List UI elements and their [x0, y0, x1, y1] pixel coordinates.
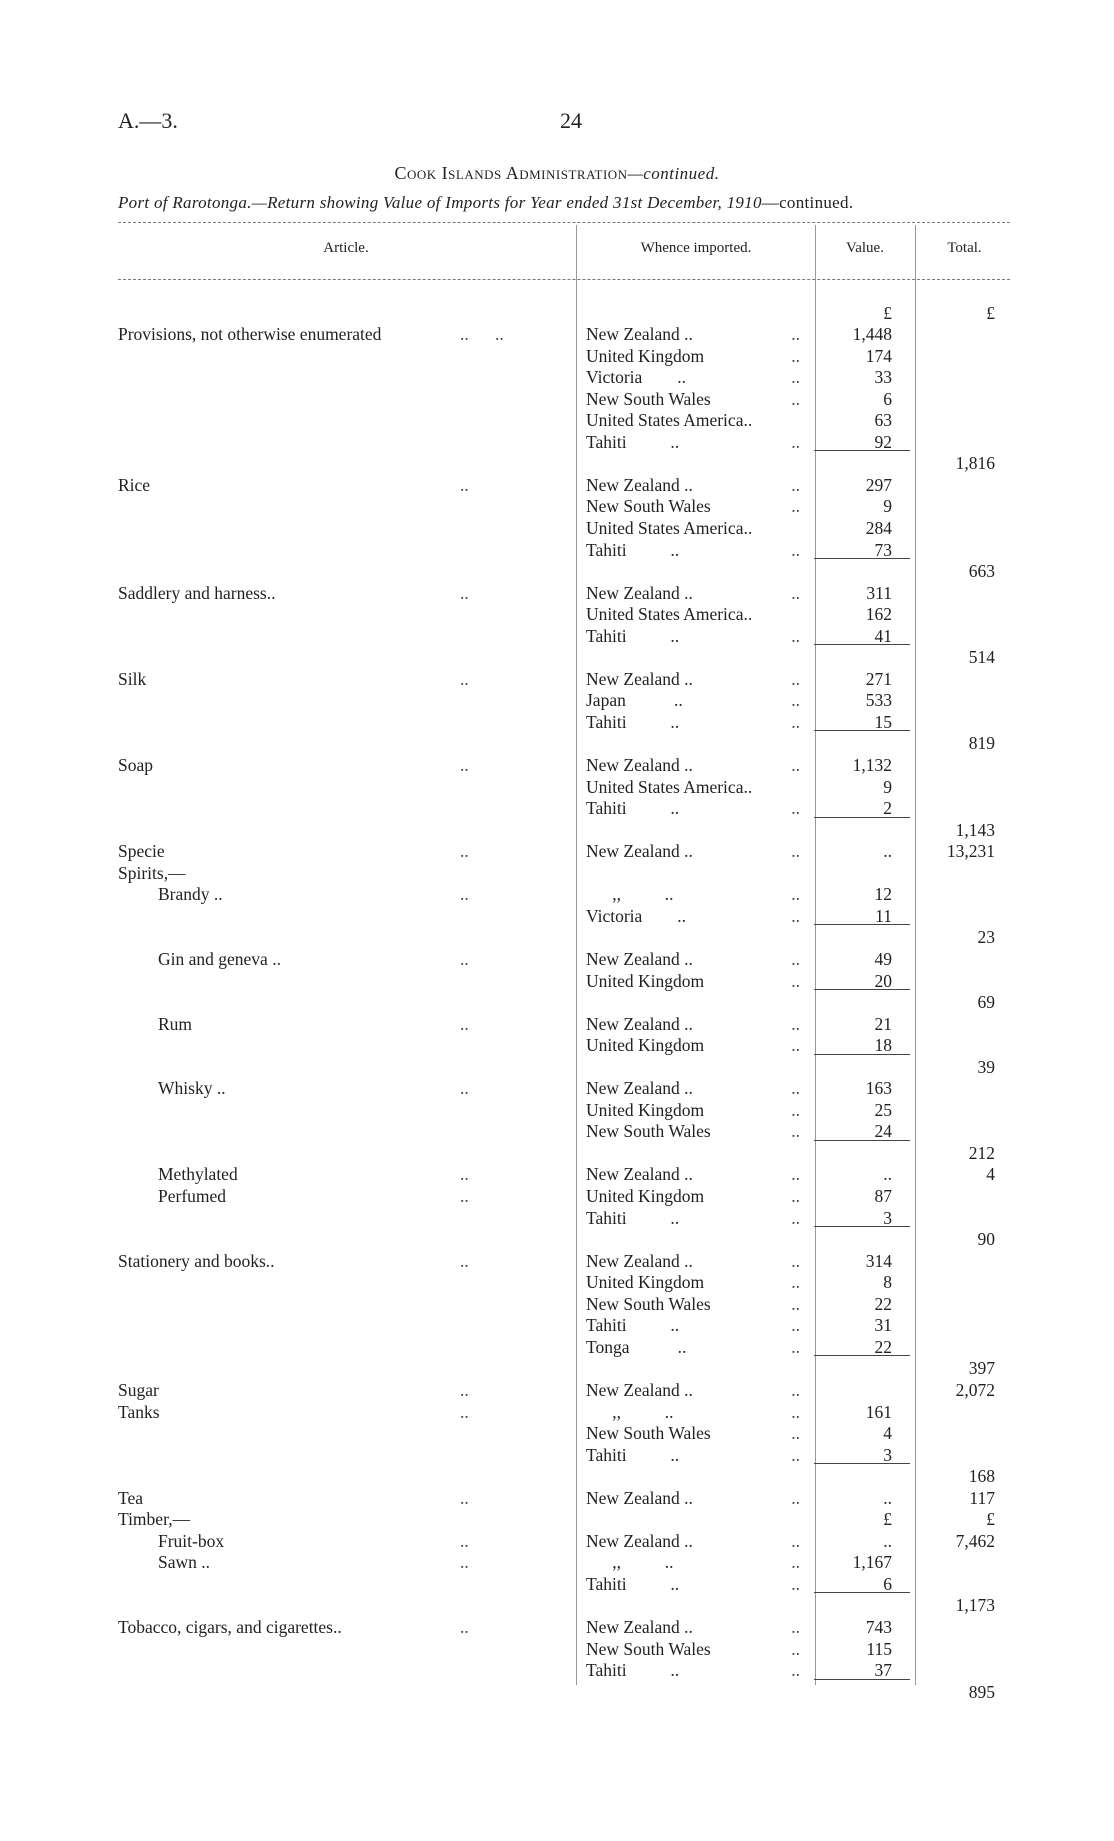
total-cell: 397	[968, 1358, 995, 1379]
table-row	[0, 690, 1114, 712]
source-cell: New South Wales	[586, 1638, 711, 1659]
value-cell: 3	[883, 1207, 892, 1228]
column-header-whence: Whence imported.	[640, 240, 752, 256]
table-row	[0, 518, 1114, 540]
value-cell: 41	[874, 625, 892, 646]
heading-suffix: —continued.	[627, 164, 720, 183]
leader-dots: ..	[791, 367, 800, 388]
value-cell: £	[883, 1509, 892, 1530]
leader-dots: ..	[791, 431, 800, 452]
value-cell: 33	[874, 367, 892, 388]
leader-dots: ..	[791, 1121, 800, 1142]
source-cell: ,, ..	[586, 1401, 674, 1422]
leader-dots: ..	[791, 905, 800, 926]
total-cell: £	[986, 1509, 995, 1530]
column-header-article: Article.	[323, 240, 369, 256]
article-cell: Tanks	[118, 1401, 160, 1422]
value-cell: 161	[865, 1401, 892, 1422]
table-row	[0, 389, 1114, 411]
table-row	[0, 733, 1114, 755]
article-cell: Provisions, not otherwise enumerated	[118, 324, 382, 344]
leader-dots: ..	[460, 582, 469, 603]
value-cell: 297	[865, 474, 892, 495]
source-cell: Japan ..	[586, 690, 683, 711]
source-cell: New Zealand ..	[586, 324, 693, 344]
source-cell: Tahiti ..	[586, 539, 680, 560]
article-cell: Soap	[118, 755, 153, 775]
leader-dots: ..	[791, 1660, 800, 1681]
leader-dots: ..	[791, 711, 800, 732]
total-cell: 117	[969, 1487, 995, 1508]
source-cell: Tahiti ..	[586, 1315, 680, 1336]
subtotal-rule	[814, 644, 910, 645]
value-cell: ..	[883, 1164, 892, 1185]
leader-dots: ..	[791, 1336, 800, 1357]
leader-dots: ..	[460, 1552, 469, 1573]
source-cell: United States America..	[586, 604, 753, 625]
total-cell: 23	[977, 927, 995, 948]
table-row	[0, 410, 1114, 432]
source-cell: United Kingdom	[586, 1035, 705, 1056]
document-subtitle	[118, 193, 853, 213]
total-cell: 514	[968, 647, 995, 668]
leader-dots: ..	[460, 1379, 469, 1400]
source-cell: Tahiti ..	[586, 1573, 680, 1594]
source-cell: Tahiti ..	[586, 1207, 680, 1228]
source-cell: United States America..	[586, 517, 753, 538]
leader-dots: ..	[460, 1530, 469, 1551]
leader-dots: ..	[460, 948, 469, 969]
total-cell: 69	[977, 992, 995, 1013]
source-cell: New South Wales	[586, 1293, 711, 1314]
subtotal-rule	[814, 1463, 910, 1464]
value-cell: 1,448	[852, 324, 892, 344]
leader-dots: ..	[791, 1164, 800, 1185]
subtotal-rule	[814, 817, 910, 818]
source-cell: New Zealand ..	[586, 1250, 693, 1271]
subtitle-text: Port of Rarotonga.—Return showing Value of Imports for Year ended 31st December, 1910	[118, 193, 762, 212]
table-row	[0, 1445, 1114, 1467]
table-row	[0, 863, 1114, 885]
source-cell: United Kingdom	[586, 345, 705, 366]
value-cell: ..	[883, 841, 892, 862]
table-row	[0, 927, 1114, 949]
table-row	[0, 906, 1114, 928]
table-row	[0, 949, 1114, 971]
page-reference: A.—3.	[118, 108, 178, 133]
table-row	[0, 453, 1114, 475]
table-row	[0, 1315, 1114, 1337]
total-cell: 212	[968, 1142, 995, 1163]
source-cell: New South Wales	[586, 1121, 711, 1142]
total-currency: £	[986, 303, 995, 323]
value-cell: 162	[865, 604, 892, 625]
value-cell: 73	[874, 539, 892, 560]
source-cell: New Zealand ..	[586, 755, 693, 775]
leader-dots: ..	[791, 474, 800, 495]
source-cell: New South Wales	[586, 1423, 711, 1444]
value-cell: 11	[875, 905, 892, 926]
table-row	[0, 1164, 1114, 1186]
source-cell: United Kingdom	[586, 970, 705, 991]
leader-dots: ..	[791, 539, 800, 560]
leader-dots: ..	[791, 1638, 800, 1659]
article-cell: Specie	[118, 841, 165, 862]
table-row	[0, 1208, 1114, 1230]
article-cell: Gin and geneva ..	[158, 948, 281, 969]
table-row	[0, 561, 1114, 583]
table-top-rule	[118, 222, 1010, 223]
source-cell: Tahiti ..	[586, 625, 680, 646]
table-row	[0, 1682, 1114, 1704]
value-cell: 15	[874, 711, 892, 732]
leader-dots: ..	[791, 1573, 800, 1594]
leader-dots: ..	[791, 884, 800, 905]
article-cell: Sugar	[118, 1379, 159, 1400]
total-cell: 1,143	[955, 819, 995, 840]
table-row	[0, 1294, 1114, 1316]
table-row	[0, 884, 1114, 906]
leader-dots: ..	[791, 1099, 800, 1120]
leader-dots: ..	[791, 496, 800, 517]
table-row	[0, 1078, 1114, 1100]
leader-dots: ..	[791, 1250, 800, 1271]
source-cell: United States America..	[586, 776, 753, 797]
table-row	[0, 1574, 1114, 1596]
value-cell: 25	[874, 1099, 892, 1120]
value-cell: 12	[874, 884, 892, 905]
source-cell: ,, ..	[586, 884, 674, 905]
table-row	[0, 1595, 1114, 1617]
leader-dots: ..	[791, 948, 800, 969]
value-cell: 4	[883, 1423, 892, 1444]
table-row	[0, 841, 1114, 863]
table-row	[0, 971, 1114, 993]
value-cell: 8	[883, 1272, 892, 1293]
leader-dots: ..	[460, 1078, 469, 1099]
table-row	[0, 1380, 1114, 1402]
table-row	[0, 1423, 1114, 1445]
leader-dots: ..	[791, 345, 800, 366]
total-cell: 7,462	[955, 1530, 995, 1551]
value-cell: 533	[865, 690, 892, 711]
table-row	[0, 1617, 1114, 1639]
source-cell: New Zealand ..	[586, 668, 693, 689]
subtitle-suffix: —continued.	[761, 193, 854, 212]
article-cell: Whisky ..	[158, 1078, 226, 1099]
source-cell: Tahiti ..	[586, 1660, 680, 1681]
leader-dots: ..	[791, 841, 800, 862]
source-cell: Tonga ..	[586, 1336, 687, 1357]
source-cell: New Zealand ..	[586, 1013, 693, 1034]
source-cell: United Kingdom	[586, 1186, 705, 1206]
value-cell: 22	[874, 1336, 892, 1357]
table-row	[0, 1660, 1114, 1682]
subtotal-rule	[814, 1226, 910, 1227]
table-row	[0, 1531, 1114, 1553]
total-cell: 895	[968, 1681, 995, 1702]
value-cell: 31	[874, 1315, 892, 1336]
value-cell: 1,167	[852, 1552, 892, 1573]
source-cell: New South Wales	[586, 388, 711, 409]
leader-dots: ..	[791, 1401, 800, 1422]
value-cell: 49	[874, 948, 892, 969]
column-header-value: Value.	[846, 240, 884, 256]
source-cell: New Zealand ..	[586, 948, 693, 969]
table-row	[0, 798, 1114, 820]
subtotal-rule	[814, 1592, 910, 1593]
leader-dots: ..	[460, 1164, 469, 1185]
leader-dots: ..	[460, 1250, 469, 1271]
value-cell: 3	[883, 1444, 892, 1465]
total-cell: 168	[968, 1466, 995, 1487]
source-cell: New Zealand ..	[586, 1530, 693, 1551]
table-row	[0, 1552, 1114, 1574]
value-cell: 63	[874, 410, 892, 431]
subtotal-rule	[814, 989, 910, 990]
table-row	[0, 367, 1114, 389]
value-cell: 2	[883, 798, 892, 819]
total-cell: 39	[977, 1056, 995, 1077]
value-cell: 9	[883, 496, 892, 517]
table-row	[0, 540, 1114, 562]
leader-dots: ..	[791, 755, 800, 775]
value-cell: 743	[865, 1617, 892, 1637]
leader-dots: ..	[791, 1272, 800, 1293]
total-cell: 1,173	[955, 1595, 995, 1616]
leader-dots: ..	[791, 1487, 800, 1508]
value-cell: 271	[865, 668, 892, 689]
source-cell: United Kingdom	[586, 1099, 705, 1120]
table-header-rule	[118, 279, 1010, 280]
leader-dots: ..	[460, 474, 469, 495]
table-row	[0, 712, 1114, 734]
leader-dots: ..	[460, 841, 469, 862]
table-row	[0, 1186, 1114, 1208]
article-cell: Rum	[158, 1013, 193, 1034]
article-cell: Timber,—	[118, 1509, 191, 1530]
table-row	[0, 324, 1114, 346]
leader-dots: ..	[791, 582, 800, 603]
table-row	[0, 626, 1114, 648]
table-row	[0, 475, 1114, 497]
table-row	[0, 755, 1114, 777]
leader-dots: ..	[791, 970, 800, 991]
value-cell: 6	[883, 1573, 892, 1594]
leader-dots: ..	[791, 1186, 800, 1206]
subtotal-rule	[814, 730, 910, 731]
leader-dots: .. ..	[460, 324, 504, 344]
article-cell: Tea	[118, 1487, 144, 1508]
article-cell: Stationery and books..	[118, 1250, 275, 1271]
article-cell: Fruit-box	[158, 1530, 225, 1551]
leader-dots: ..	[791, 388, 800, 409]
table-row	[0, 1121, 1114, 1143]
leader-dots: ..	[460, 1013, 469, 1034]
table-row	[0, 1035, 1114, 1057]
source-cell: ,, ..	[586, 1552, 674, 1573]
leader-dots: ..	[791, 1315, 800, 1336]
article-cell: Perfumed	[158, 1186, 227, 1206]
subtotal-rule	[814, 1355, 910, 1356]
subtotal-rule	[814, 450, 910, 451]
value-cell: 311	[866, 582, 892, 603]
source-cell: Victoria ..	[586, 367, 687, 388]
leader-dots: ..	[791, 324, 800, 344]
leader-dots: ..	[791, 798, 800, 819]
leader-dots: ..	[460, 1186, 469, 1206]
leader-dots: ..	[791, 625, 800, 646]
value-cell: 87	[874, 1186, 892, 1206]
table-row	[0, 777, 1114, 799]
table-row	[0, 1251, 1114, 1273]
table-row	[0, 1014, 1114, 1036]
leader-dots: ..	[460, 1617, 469, 1637]
leader-dots: ..	[791, 1035, 800, 1056]
source-cell: Tahiti ..	[586, 1444, 680, 1465]
total-cell: 4	[986, 1164, 995, 1185]
total-cell: 90	[977, 1229, 995, 1250]
leader-dots: ..	[791, 1530, 800, 1551]
subtotal-rule	[814, 1054, 910, 1055]
source-cell: Tahiti ..	[586, 711, 680, 732]
source-cell: United States America..	[586, 410, 753, 431]
table-row	[0, 346, 1114, 368]
table-row	[0, 496, 1114, 518]
table-row	[0, 1402, 1114, 1424]
leader-dots: ..	[791, 1078, 800, 1099]
table-row	[0, 992, 1114, 1014]
total-cell: 13,231	[946, 841, 995, 862]
leader-dots: ..	[791, 1013, 800, 1034]
article-cell: Rice	[118, 474, 151, 495]
value-currency: £	[883, 303, 892, 323]
article-cell: Silk	[118, 668, 147, 689]
value-cell: 314	[865, 1250, 892, 1271]
table-row	[0, 1466, 1114, 1488]
subtotal-rule	[814, 1679, 910, 1680]
value-cell: 174	[865, 345, 892, 366]
subtotal-rule	[814, 924, 910, 925]
value-cell: 163	[865, 1078, 892, 1099]
table-row	[0, 1337, 1114, 1359]
source-cell: Victoria ..	[586, 905, 687, 926]
subtotal-rule	[814, 1140, 910, 1141]
leader-dots: ..	[791, 690, 800, 711]
table-row	[0, 1229, 1114, 1251]
total-cell: 819	[968, 733, 995, 754]
value-cell: 115	[866, 1638, 892, 1659]
table-row	[0, 1100, 1114, 1122]
source-cell: New Zealand ..	[586, 1487, 693, 1508]
leader-dots: ..	[460, 755, 469, 775]
leader-dots: ..	[791, 1207, 800, 1228]
source-cell: New Zealand ..	[586, 1164, 693, 1185]
table-row	[0, 432, 1114, 454]
table-row	[0, 647, 1114, 669]
table-row	[0, 583, 1114, 605]
table-row	[0, 604, 1114, 626]
table-row	[0, 1143, 1114, 1165]
article-cell: Saddlery and harness..	[118, 582, 276, 603]
value-cell: ..	[883, 1487, 892, 1508]
source-cell: New Zealand ..	[586, 474, 693, 495]
leader-dots: ..	[791, 1617, 800, 1637]
source-cell: New South Wales	[586, 496, 711, 517]
value-cell: 9	[883, 776, 892, 797]
total-cell: 1,816	[955, 453, 995, 474]
value-cell: 18	[874, 1035, 892, 1056]
table-row	[0, 1057, 1114, 1079]
value-cell: 284	[865, 517, 892, 538]
value-cell: ..	[883, 1530, 892, 1551]
source-cell: New Zealand ..	[586, 1617, 693, 1637]
leader-dots: ..	[791, 1552, 800, 1573]
page-number: 24	[560, 108, 582, 133]
source-cell: Tahiti ..	[586, 798, 680, 819]
leader-dots: ..	[460, 1487, 469, 1508]
leader-dots: ..	[460, 1401, 469, 1422]
table-row	[0, 1272, 1114, 1294]
source-cell: New Zealand ..	[586, 1379, 693, 1400]
table-row	[0, 1358, 1114, 1380]
table-row	[0, 669, 1114, 691]
leader-dots: ..	[791, 1444, 800, 1465]
heading-main: Cook Islands Administration	[394, 163, 628, 183]
column-header-total: Total.	[947, 240, 982, 256]
subtotal-rule	[814, 558, 910, 559]
article-cell: Brandy ..	[158, 884, 223, 905]
leader-dots: ..	[460, 884, 469, 905]
source-cell: United Kingdom	[586, 1272, 705, 1293]
table-row	[0, 820, 1114, 842]
leader-dots: ..	[791, 668, 800, 689]
total-cell: 2,072	[955, 1379, 995, 1400]
value-cell: 1,132	[852, 755, 892, 775]
value-cell: 21	[874, 1013, 892, 1034]
leader-dots: ..	[791, 1293, 800, 1314]
value-cell: 22	[874, 1293, 892, 1314]
article-cell: Sawn ..	[158, 1552, 211, 1573]
value-cell: 6	[883, 388, 892, 409]
currency-row	[0, 303, 1114, 325]
source-cell: New Zealand ..	[586, 841, 693, 862]
article-cell: Tobacco, cigars, and cigarettes..	[118, 1617, 342, 1637]
leader-dots: ..	[460, 668, 469, 689]
leader-dots: ..	[791, 1423, 800, 1444]
source-cell: New Zealand ..	[586, 582, 693, 603]
table-row	[0, 1488, 1114, 1510]
article-cell: Methylated	[158, 1164, 238, 1185]
article-cell: Spirits,—	[118, 862, 186, 883]
source-cell: Tahiti ..	[586, 431, 680, 452]
value-cell: 92	[874, 431, 892, 452]
table-row	[0, 1639, 1114, 1661]
document-heading	[0, 163, 1114, 184]
value-cell: 37	[874, 1660, 892, 1681]
value-cell: 20	[874, 970, 892, 991]
value-cell: 24	[874, 1121, 892, 1142]
source-cell: New Zealand ..	[586, 1078, 693, 1099]
leader-dots: ..	[791, 1379, 800, 1400]
total-cell: 663	[968, 561, 995, 582]
table-row	[0, 1509, 1114, 1531]
